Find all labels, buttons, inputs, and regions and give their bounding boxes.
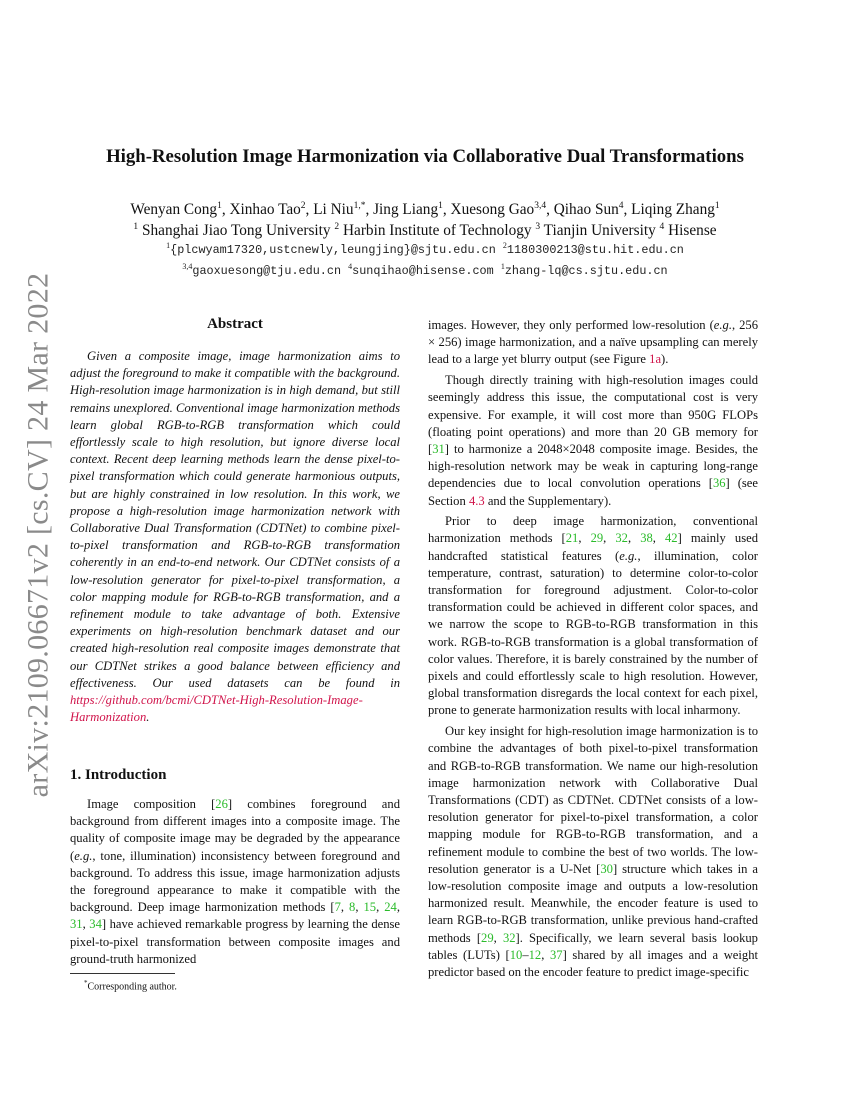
email-block bbox=[0, 240, 850, 282]
email-line bbox=[0, 261, 850, 282]
arxiv-stamp-text: arXiv:2109.06671v2 [cs.CV] 24 Mar 2022 bbox=[21, 272, 55, 798]
body-text: ]. Specifically, we learn several basis lookup tables (LUTs) [ bbox=[428, 930, 758, 962]
affiliation-name: Shanghai Jiao Tong University bbox=[142, 222, 331, 239]
citation-link[interactable]: 26 bbox=[215, 797, 228, 811]
body-text: ] mainly used handcrafted statistical features ( bbox=[428, 531, 758, 563]
intro-text: ] combines foreground and background from different images into a composite image. The quality of composite image may be degraded by the appearance ( bbox=[70, 797, 400, 863]
right-column-body bbox=[428, 317, 758, 985]
author-affiliation-mark: 1 bbox=[217, 200, 222, 211]
author-affiliation-mark: 1 bbox=[438, 200, 443, 211]
email-affiliation-mark: 4 bbox=[348, 262, 353, 272]
email-address: zhang-lq@cs.sjtu.edu.cn bbox=[504, 264, 668, 278]
citation-link[interactable]: 37 bbox=[550, 947, 563, 962]
footnote-text: Corresponding author. bbox=[87, 981, 177, 993]
author-separator: , bbox=[623, 201, 632, 218]
email-affiliation-mark: 2 bbox=[502, 241, 507, 251]
affiliation-name: Harbin Institute of Technology bbox=[342, 222, 532, 239]
intro-paragraph: Image composition [26] combines foreground and background from different images into a composite image. The quality of composite image may be degraded by the appearance (e.g., tone, illumination) inconsistency between foreground and background. To address this issue, image harmonization adjusts the foreground appearance to make it compatible with the background. Deep image harmonization methods [7, 8, 15, 24, 31, 34] have achieved remarkable progress by learning the dense pixel-to-pixel transformation between composite images and ground-truth harmonized bbox=[70, 797, 401, 966]
body-text: images. However, they only performed low-resolution ( bbox=[428, 318, 714, 332]
author-block bbox=[0, 199, 850, 241]
arxiv-stamp bbox=[18, 272, 58, 798]
body-text: Our key insight for high-resolution image harmonization is to combine the advantages of both pixel-to-pixel transformation and RGB-to-RGB transformation. We name our high-resolution image harmonization network with Collaborative Dual Transformations (CDT) as CDTNet. CDTNet consists of a low-resolution generator for pixel-to-pixel transformation, a color mapping module for RGB-to-RGB transformation, and a refinement module to combine the best of two worlds. The low-resolution generator is a U-Net [ bbox=[428, 724, 758, 876]
citation-link[interactable]: 12 bbox=[528, 947, 542, 962]
email-address: 1180300213@stu.hit.edu.cn bbox=[506, 243, 684, 257]
citation-link[interactable]: 21 bbox=[565, 531, 579, 546]
abstract-body-text: Given a composite image, image harmonization aims to adjust the foreground to make it compatible with the background. High-resolution image harmonization is in high demand, but still remains unexplored. Conventional image harmonization methods learn global RGB-to-RGB transformation which could effortlessly scale to high resolution, but ignore diverse local context. Recent deep learning methods learn the dense pixel-to-pixel transformation which could generate harmonious outputs, but are highly constrained in low resolution. In this work, we propose a high-resolution image harmonization network with Collaborative Dual Transformation (CDTNet) to combine pixel-to-pixel transformation and RGB-to-RGB transformation coherently in an end-to-end network. Our CDTNet consists of a low-resolution generator for pixel-to-pixel transformation, a color mapping module for RGB-to-RGB transformation, and a refinement module to take advantage of both. Extensive experiments on high-resolution benchmark dataset and our created high-resolution real composite images demonstrate that our CDTNet strikes a good balance between efficiency and effectiveness. Our used datasets can be found in bbox=[70, 349, 400, 690]
author-affiliation-mark: 1,* bbox=[353, 200, 366, 211]
citation-link[interactable]: 15 bbox=[363, 900, 377, 915]
affiliation-number: 4 bbox=[659, 221, 665, 232]
author-separator: , bbox=[442, 201, 451, 218]
citation-link[interactable]: 8 bbox=[349, 900, 356, 915]
intro-text-italic: e.g. bbox=[74, 848, 93, 863]
affiliation-name: Hisense bbox=[668, 222, 717, 239]
citation-link[interactable]: 34 bbox=[89, 917, 102, 932]
author-separator: , bbox=[221, 201, 230, 218]
body-text: ] structure which takes in a low-resolution composite image and outputs a low-resolution harmonized result. Meanwhile, the encoder feature is used to learn RGB-to-RGB transformation, unlike previous hand-crafted methods [ bbox=[428, 861, 758, 945]
author-separator: , bbox=[546, 201, 554, 218]
author-affiliation-mark: 4 bbox=[618, 200, 624, 211]
footnote bbox=[84, 977, 177, 993]
affiliation-number: 2 bbox=[334, 221, 340, 232]
email-address: gaoxuesong@tju.edu.cn bbox=[192, 264, 342, 278]
body-paragraph: Our key insight for high-resolution image harmonization is to combine the advantages of both pixel-to-pixel transformation and RGB-to-RGB transformation. We name our high-resolution image harmonization network with Collaborative Dual Transformations (CDT) as CDTNet. CDTNet consists of a low-resolution generator for pixel-to-pixel transformation, a color mapping module for RGB-to-RGB transformation, and a refinement module to combine the best of two worlds. The low-resolution generator is a U-Net [30] structure which takes in a low-resolution composite image and outputs a low-resolution harmonized result. Meanwhile, the encoder feature is used to learn RGB-to-RGB transformation, unlike previous hand-crafted methods [29, 32]. Specifically, we learn several basis lookup tables (LUTs) [10–12, 37] shared by all images and a weight predictor based on the encoder feature to predict image-specific bbox=[428, 724, 758, 980]
citation-link[interactable]: 10 bbox=[509, 947, 523, 962]
author-name: Liqing Zhang bbox=[631, 201, 715, 218]
intro-text: ] have achieved remarkable progress by learning the dense pixel-to-pixel transformation between composite images and ground-truth harmonized bbox=[70, 917, 401, 966]
author-affiliation-mark: 2 bbox=[300, 200, 306, 211]
author-affiliation-mark: 1 bbox=[714, 200, 720, 211]
email-affiliation-mark: 1 bbox=[500, 262, 505, 272]
affiliation-list bbox=[0, 220, 850, 241]
body-text-italic: e.g. bbox=[713, 318, 732, 332]
email-address: sunqihao@hisense.com bbox=[352, 264, 494, 278]
abstract-text bbox=[70, 348, 400, 726]
citation-link[interactable]: 32 bbox=[502, 930, 516, 945]
body-paragraph: Prior to deep image harmonization, conventional harmonization methods [21, 29, 32, 38, 42] mainly used handcrafted statistical features (e.g., illumination, color temperature, contrast, saturation) to determine color-to-color transformation for foreground adjustment. Color-to-color transformation could be achieved in different color spaces, and we narrow the scope to RGB-to-RGB transformation in this work. RGB-to-RGB transformation is a global transformation of color values. Therefore, it is barely constrained by the number of pixels and could effortlessly scale to high resolution. However, global transformation disregards the local context for each pixel, prone to generate harmonization results with local inharmony. bbox=[428, 514, 758, 718]
intro-text: , tone, illumination) inconsistency between foreground and background. To address this issue, image harmonization adjusts the foreground appearance to make it compatible with the background. Deep image harmonization methods [ bbox=[70, 848, 400, 915]
section-ref-link[interactable]: 4.3 bbox=[468, 493, 485, 508]
citation-link[interactable]: 7 bbox=[334, 900, 341, 915]
email-address: {plcwyam17320,ustcnewly,leungjing}@sjtu.edu.cn bbox=[170, 243, 496, 257]
body-text: ] to harmonize a 2048×2048 composite image. Besides, the high-resolution network may be weak in capturing long-range dependencies due to local convolution operations [ bbox=[428, 441, 758, 491]
author-name: Li Niu bbox=[313, 201, 354, 218]
citation-link[interactable]: 31 bbox=[70, 917, 83, 932]
abstract-end: . bbox=[146, 710, 150, 725]
body-text: ). bbox=[661, 352, 669, 367]
author-name: Wenyan Cong bbox=[130, 201, 218, 218]
section-heading-introduction: 1. Introduction bbox=[70, 767, 167, 783]
affiliation-number: 1 bbox=[133, 221, 139, 232]
citation-link[interactable]: 29 bbox=[481, 930, 494, 945]
body-text: Though directly training with high-resolution images could seemingly address this issue, the computational cost is very expensive. For example, it will cost more than 950G FLOPs (floating point operations) and more than 20 GB memory for [ bbox=[428, 373, 758, 456]
body-text-italic: e.g. bbox=[619, 548, 638, 563]
author-name: Xuesong Gao bbox=[450, 201, 535, 218]
citation-link[interactable]: 32 bbox=[615, 531, 628, 546]
affiliation-name: Tianjin University bbox=[543, 222, 656, 239]
author-separator: , bbox=[305, 201, 314, 218]
body-paragraph bbox=[428, 317, 758, 369]
author-list bbox=[0, 199, 850, 220]
footnote-mark: * bbox=[84, 979, 88, 987]
email-affiliation-mark: 1 bbox=[166, 241, 171, 251]
affiliation-number: 3 bbox=[535, 221, 541, 232]
body-text: , 256 × 256) image harmonization, and a naïve upsampling can merely lead to a large yet blurry output (see Figure bbox=[428, 318, 759, 367]
citation-link[interactable]: 24 bbox=[384, 900, 397, 915]
citation-link[interactable]: 38 bbox=[640, 531, 653, 546]
citation-link[interactable]: 36 bbox=[712, 476, 726, 491]
intro-text: Image composition [ bbox=[87, 797, 216, 811]
email-affiliation-mark: 3,4 bbox=[182, 262, 193, 272]
author-name: Jing Liang bbox=[373, 201, 439, 218]
paper-title: High-Resolution Image Harmonization via Collaborative Dual Transformations bbox=[106, 146, 744, 167]
author-separator: , bbox=[365, 201, 374, 218]
dataset-link[interactable]: https://github.com/bcmi/CDTNet-High-Resolution-Image-Harmonization bbox=[70, 693, 363, 725]
author-affiliation-mark: 3,4 bbox=[534, 200, 547, 211]
email-line bbox=[0, 240, 850, 261]
footnote-rule bbox=[70, 973, 175, 974]
body-text: Prior to deep image harmonization, conventional harmonization methods [ bbox=[428, 514, 758, 546]
citation-link[interactable]: 29 bbox=[590, 531, 604, 546]
body-text: , illumination, color temperature, contrast, saturation) to determine color-to-color transformation for foreground adjustment. Color-to-color transformation could be achieved in different color spaces, and we narrow the scope to RGB-to-RGB transformation in this work. RGB-to-RGB transformation is a global transformation of color values. Therefore, it is barely constrained by the number of pixels and could effortlessly scale to high resolution. However, global transformation disregards the local context for each pixel, prone to generate harmonization results with local inharmony. bbox=[428, 548, 758, 718]
citation-link[interactable]: 42 bbox=[665, 531, 678, 546]
body-text: and the Supplementary). bbox=[484, 493, 612, 508]
body-text: ] shared by all images and a weight predictor based on the encoder feature to predict image-specific bbox=[428, 947, 758, 980]
figure-ref-link[interactable]: 1a bbox=[649, 352, 662, 367]
body-text: ] (see Section bbox=[428, 476, 758, 508]
abstract-heading: Abstract bbox=[207, 316, 263, 332]
citation-link[interactable]: 31 bbox=[432, 441, 445, 456]
body-paragraph bbox=[428, 372, 758, 510]
author-name: Xinhao Tao bbox=[229, 201, 301, 218]
author-name: Qihao Sun bbox=[553, 201, 619, 218]
citation-link[interactable]: 30 bbox=[600, 861, 613, 876]
